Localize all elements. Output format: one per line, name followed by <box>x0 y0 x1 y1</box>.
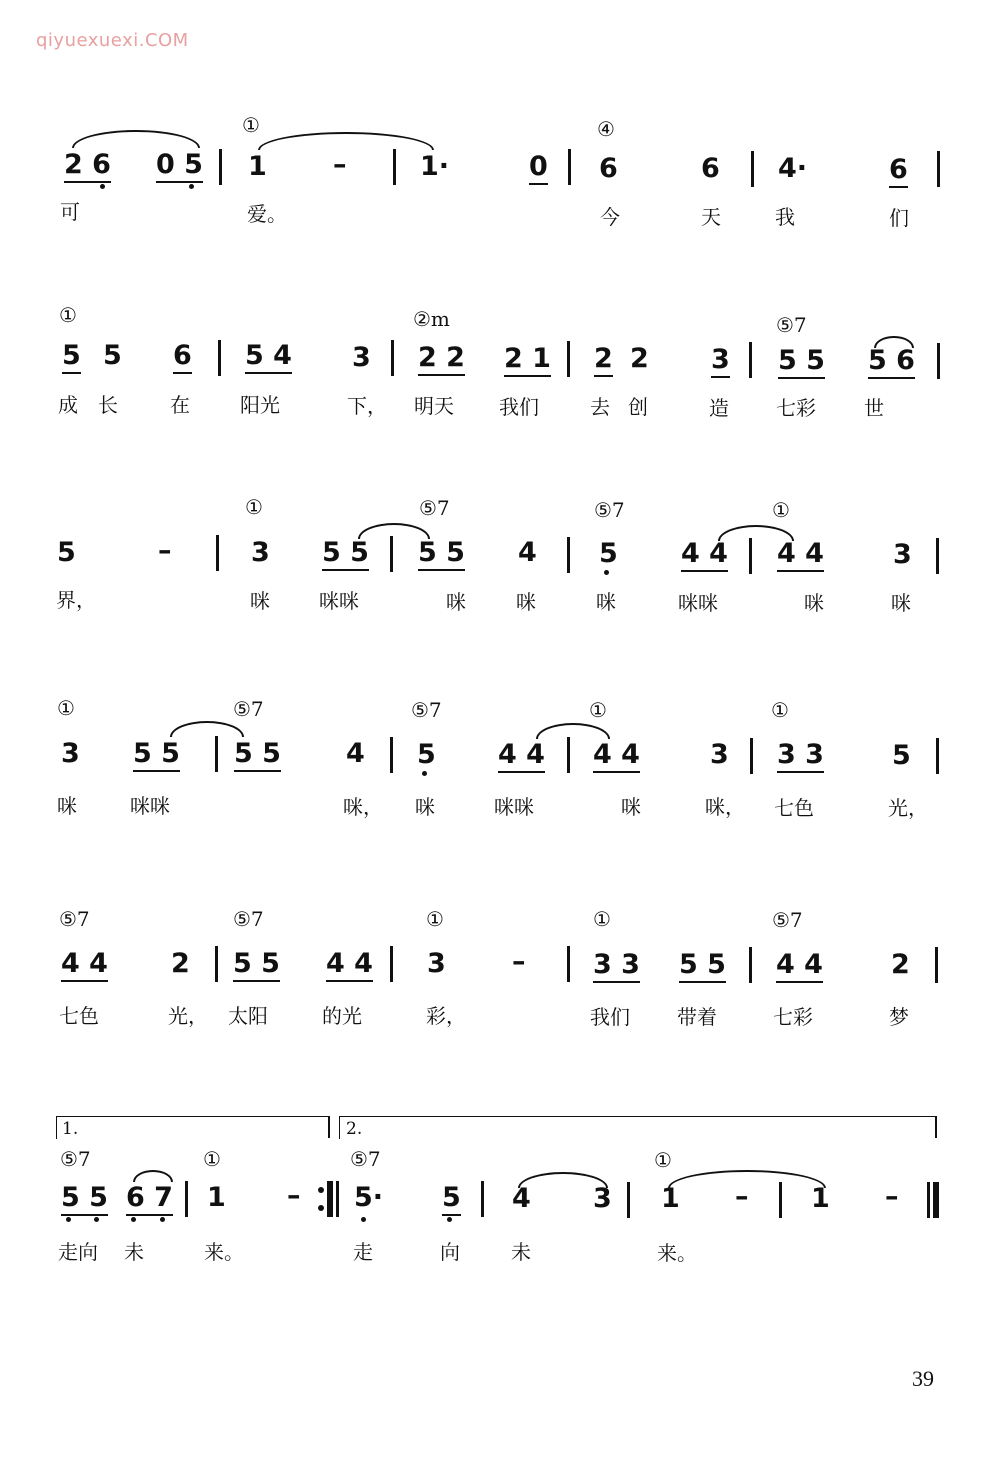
barline <box>937 151 940 187</box>
lyric: 未 <box>124 1240 144 1264</box>
chord-symbol: ⑤7 <box>60 1147 91 1171</box>
lyric: 走向 <box>58 1240 98 1264</box>
chord-symbol: ⑤7 <box>59 907 90 931</box>
note: 4 <box>518 537 537 568</box>
lyric: 咪咪 <box>130 794 170 818</box>
note: 1 <box>811 1183 830 1214</box>
repeat-dot <box>318 1205 324 1211</box>
barline <box>390 946 393 982</box>
note: 4 4 <box>681 539 728 572</box>
repeat-dot <box>318 1187 324 1193</box>
note: 3 <box>893 539 912 570</box>
chord-symbol: ⑤7 <box>772 908 803 932</box>
barline <box>219 149 222 185</box>
chord-symbol: ④ <box>597 117 615 141</box>
lyric: 向 <box>440 1240 460 1264</box>
volta-label: 2. <box>346 1119 363 1139</box>
lyric: 创 <box>628 395 648 419</box>
lyric: 来。 <box>657 1241 697 1265</box>
lyric: 咪 <box>891 591 911 615</box>
dash: – <box>287 1180 301 1211</box>
lyric: 咪咪 <box>319 589 359 613</box>
note: 3 <box>251 537 270 568</box>
volta-label: 1. <box>62 1119 79 1139</box>
lyric: 咪 <box>415 795 435 819</box>
note: 5 <box>417 739 436 770</box>
chord-symbol: ⑤7 <box>419 496 450 520</box>
lyric: 们 <box>889 206 909 230</box>
note: 5 5 <box>778 346 825 379</box>
lyric: 在 <box>170 393 190 417</box>
slur <box>133 1170 173 1182</box>
barline <box>935 947 938 983</box>
volta-end <box>935 1116 937 1138</box>
barline <box>927 1182 930 1218</box>
chord-symbol: ⑤7 <box>776 313 807 337</box>
lyric: 咪 <box>804 591 824 615</box>
lyric: 七彩 <box>773 1005 813 1029</box>
lyric: 咪 <box>250 589 270 613</box>
note: 2 <box>171 948 190 979</box>
note: 2 2 <box>418 343 465 376</box>
note: 6 <box>701 153 720 184</box>
lyric: 爱。 <box>247 202 287 226</box>
barline <box>567 737 570 773</box>
barline <box>749 538 752 574</box>
note: 5 5 <box>133 739 180 772</box>
note: 6 <box>173 341 192 374</box>
note: 4 4 <box>593 740 640 773</box>
note: 5 5 <box>61 1183 108 1216</box>
barline <box>627 1182 630 1218</box>
lyric: 我 <box>775 205 795 229</box>
chord-symbol: ⑤7 <box>411 698 442 722</box>
lyric: 咪咪 <box>494 795 534 819</box>
lyric: 下， <box>347 394 387 418</box>
chord-symbol: ⑤7 <box>233 697 264 721</box>
lyric: 长 <box>98 393 118 417</box>
note: 5 4 <box>245 341 292 374</box>
chord-symbol: ⑤7 <box>594 498 625 522</box>
lyric: 世 <box>864 396 884 420</box>
lyric: 带着 <box>677 1005 717 1029</box>
note: 1· <box>420 151 450 182</box>
barline <box>749 342 752 378</box>
slur <box>536 723 610 739</box>
note: 1 <box>207 1182 226 1213</box>
volta-end <box>328 1116 330 1138</box>
barline <box>936 538 939 574</box>
note: 3 <box>61 738 80 769</box>
note: 5· <box>354 1182 384 1213</box>
lyric: 我们 <box>499 395 539 419</box>
note: 5 <box>103 340 122 371</box>
note: 5 5 <box>322 538 369 571</box>
slur <box>258 132 434 150</box>
note: 5 <box>892 740 911 771</box>
chord-symbol: ① <box>245 495 263 519</box>
chord-symbol: ① <box>771 698 789 722</box>
low-octave-dot <box>66 1217 71 1222</box>
final-barline <box>933 1182 939 1218</box>
lyric: 咪 <box>446 590 466 614</box>
lyric: 咪 <box>621 795 641 819</box>
dash: – <box>512 946 526 977</box>
lyric: 成 <box>58 393 78 417</box>
note: 1 <box>248 151 267 182</box>
lyric: 咪 <box>596 590 616 614</box>
lyric: 天 <box>701 205 721 229</box>
note: 5 <box>599 538 618 569</box>
lyric: 的光 <box>322 1004 362 1028</box>
note: 4 4 <box>498 740 545 773</box>
note: 4· <box>778 153 808 184</box>
lyric: 今 <box>600 205 620 229</box>
low-octave-dot <box>160 1217 165 1222</box>
note: 5 5 <box>234 739 281 772</box>
chord-symbol: ②m <box>413 307 450 331</box>
note: 2 <box>630 343 649 374</box>
barline <box>750 738 753 774</box>
chord-symbol: ① <box>203 1147 221 1171</box>
note: 4 4 <box>61 949 108 982</box>
note: 3 <box>593 1183 612 1214</box>
lyric: 七色 <box>774 796 814 820</box>
note: 3 3 <box>777 740 824 773</box>
note: 5 6 <box>868 346 915 379</box>
note: 6 <box>889 155 908 188</box>
note: 5 5 <box>418 538 465 571</box>
chord-symbol: ① <box>242 113 260 137</box>
lyric: 彩， <box>426 1004 466 1028</box>
barline <box>390 737 393 773</box>
note: 4 4 <box>776 950 823 983</box>
barline <box>567 946 570 982</box>
lyric: 咪， <box>705 795 745 819</box>
note: 0 5 <box>156 150 203 183</box>
note: 5 <box>442 1183 461 1216</box>
barline <box>481 1181 484 1217</box>
low-octave-dot <box>447 1217 452 1222</box>
barline <box>567 537 570 573</box>
lyric: 走 <box>353 1240 373 1264</box>
note: 5 <box>62 341 81 374</box>
note: 5 5 <box>233 949 280 982</box>
lyric: 界， <box>56 588 96 612</box>
barline <box>391 340 394 376</box>
note: 2 1 <box>504 344 551 377</box>
lyric: 咪 <box>57 794 77 818</box>
chord-symbol: ① <box>59 303 77 327</box>
chord-symbol: ⑤7 <box>233 907 264 931</box>
note: 3 <box>711 345 730 378</box>
dash: – <box>333 149 347 180</box>
barline <box>568 149 571 185</box>
chord-symbol: ① <box>772 498 790 522</box>
barline <box>749 947 752 983</box>
lyric: 去 <box>590 395 610 419</box>
note: 6 7 <box>126 1183 173 1216</box>
barline <box>218 340 221 376</box>
barline <box>779 1182 782 1218</box>
barline <box>215 946 218 982</box>
barline <box>216 535 219 571</box>
note: 4 4 <box>777 539 824 572</box>
barline <box>936 738 939 774</box>
slur <box>72 130 200 148</box>
dash: – <box>885 1181 899 1212</box>
barline <box>751 151 754 187</box>
low-octave-dot <box>189 184 194 189</box>
lyric: 七彩 <box>776 396 816 420</box>
lyric: 未 <box>511 1240 531 1264</box>
barline <box>937 343 940 379</box>
note: 5 <box>57 537 76 568</box>
lyric: 太阳 <box>228 1004 268 1028</box>
lyric: 光， <box>888 796 928 820</box>
dash: – <box>158 535 172 566</box>
chord-symbol: ① <box>593 907 611 931</box>
volta-bracket-2 <box>339 1116 937 1139</box>
note: 6 <box>599 153 618 184</box>
lyric: 可 <box>60 200 80 224</box>
slur <box>170 721 244 737</box>
note: 4 <box>346 738 365 769</box>
lyric: 七色 <box>59 1004 99 1028</box>
repeat-barline <box>327 1181 333 1217</box>
lyric: 来。 <box>204 1240 244 1264</box>
chord-symbol: ① <box>654 1148 672 1172</box>
note: 3 <box>710 739 729 770</box>
barline <box>393 149 396 185</box>
note: 2 <box>891 949 910 980</box>
note: 5 5 <box>679 950 726 983</box>
low-octave-dot <box>131 1217 136 1222</box>
note: 3 <box>352 342 371 373</box>
note: 3 <box>427 948 446 979</box>
lyric: 咪 <box>516 590 536 614</box>
volta-bracket-1 <box>56 1116 329 1139</box>
note: 2 <box>594 344 613 377</box>
low-octave-dot <box>604 570 609 575</box>
lyric: 咪， <box>343 795 383 819</box>
barline <box>185 1181 188 1217</box>
lyric: 我们 <box>590 1005 630 1029</box>
barline <box>390 536 393 572</box>
lyric: 明天 <box>414 394 454 418</box>
note: 0 <box>529 152 548 185</box>
chord-symbol: ① <box>57 696 75 720</box>
low-octave-dot <box>94 1217 99 1222</box>
chord-symbol: ① <box>426 907 444 931</box>
lyric: 梦 <box>889 1005 909 1029</box>
watermark: qiyuexuexi.COM <box>36 30 189 51</box>
barline <box>215 736 218 772</box>
chord-symbol: ⑤7 <box>350 1147 381 1171</box>
note: 4 4 <box>326 949 373 982</box>
lyric: 造 <box>709 396 729 420</box>
chord-symbol: ① <box>589 698 607 722</box>
barline <box>567 341 570 377</box>
low-octave-dot <box>422 771 427 776</box>
lyric: 阳光 <box>240 393 280 417</box>
note: 2 6 <box>64 150 111 183</box>
note: 1 <box>661 1183 680 1214</box>
dash: – <box>735 1181 749 1212</box>
note: 3 3 <box>593 950 640 983</box>
lyric: 光， <box>168 1004 208 1028</box>
note: 4 <box>512 1183 531 1214</box>
page-number: 39 <box>912 1366 934 1391</box>
lyric: 咪咪 <box>678 591 718 615</box>
barline <box>336 1181 339 1217</box>
low-octave-dot <box>361 1217 366 1222</box>
low-octave-dot <box>100 184 105 189</box>
